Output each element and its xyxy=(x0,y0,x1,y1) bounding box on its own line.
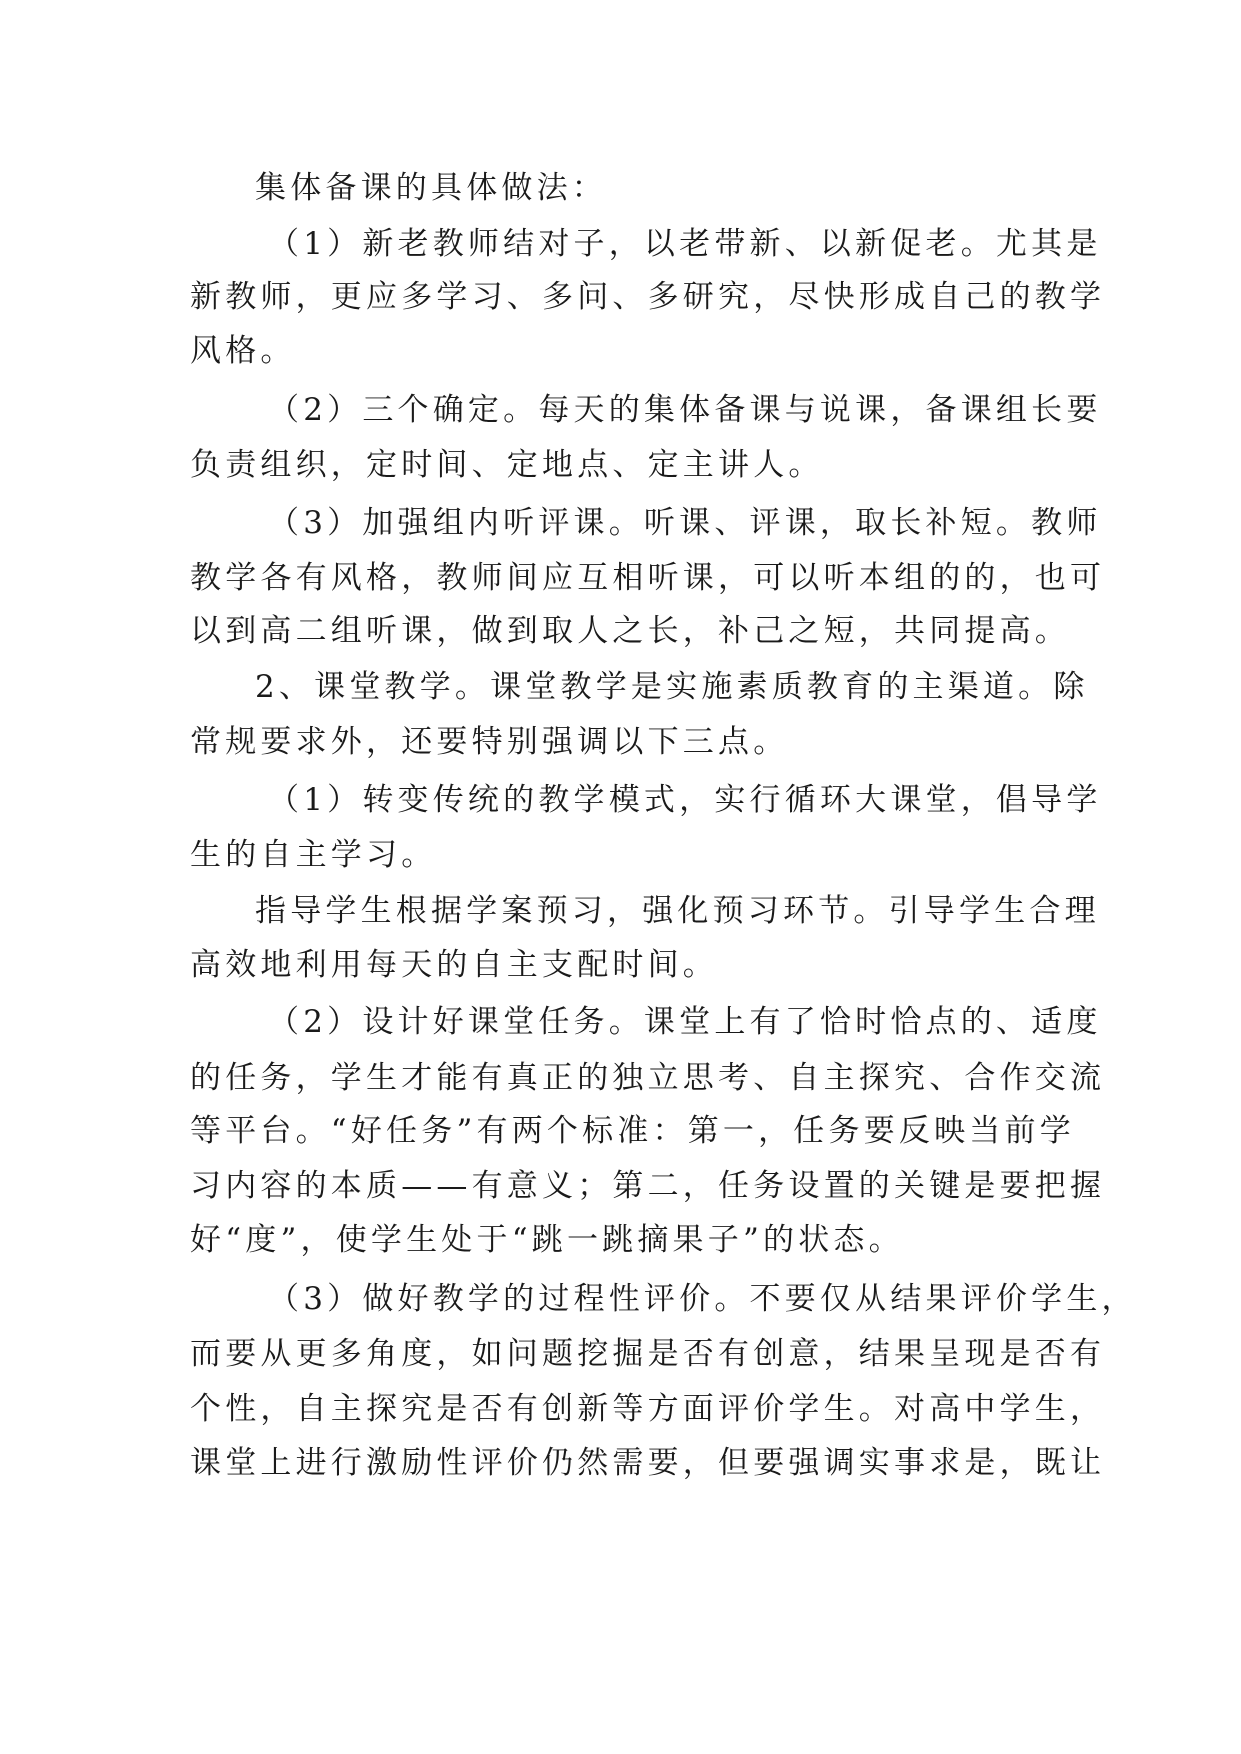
text-line: 2、课堂教学。课堂教学是实施素质教育的主渠道。除 xyxy=(255,669,1089,705)
text-line: 集体备课的具体做法： xyxy=(255,170,607,206)
text-line: 的任务，学生才能有真正的独立思考、自主探究、合作交流 xyxy=(190,1060,1106,1096)
text-line: （1）新老教师结对子，以老带新、以新促老。尤其是 xyxy=(268,226,1102,262)
text-line: 个性，自主探究是否有创新等方面评价学生。对高中学生， xyxy=(190,1391,1106,1427)
text-line: （3）加强组内听评课。听课、评课，取长补短。教师 xyxy=(268,505,1102,541)
text-line: 课堂上进行激励性评价仍然需要，但要强调实事求是，既让 xyxy=(190,1445,1106,1481)
text-line: 等平台。“好任务”有两个标准：第一，任务要反映当前学 xyxy=(190,1113,1075,1149)
text-line: 新教师，更应多学习、多问、多研究，尽快形成自己的教学 xyxy=(190,279,1106,315)
text-line: 指导学生根据学案预习，强化预习环节。引导学生合理 xyxy=(255,893,1100,929)
text-line: 而要从更多角度，如问题挖掘是否有创意，结果呈现是否有 xyxy=(190,1336,1106,1372)
text-line: （3）做好教学的过程性评价。不要仅从结果评价学生， xyxy=(268,1281,1137,1317)
text-line: 习内容的本质——有意义；第二，任务设置的关键是要把握 xyxy=(190,1168,1106,1204)
text-line: 风格。 xyxy=(190,333,296,369)
text-line: （2）三个确定。每天的集体备课与说课，备课组长要 xyxy=(268,392,1102,428)
text-line: 以到高二组听课，做到取人之长，补己之短，共同提高。 xyxy=(190,613,1070,649)
text-line: （2）设计好课堂任务。课堂上有了恰时恰点的、适度 xyxy=(268,1004,1102,1040)
text-line: （1）转变传统的教学模式，实行循环大课堂，倡导学 xyxy=(268,782,1102,818)
text-line: 教学各有风格，教师间应互相听课，可以听本组的的，也可 xyxy=(190,560,1106,596)
text-line: 负责组织，定时间、定地点、定主讲人。 xyxy=(190,447,824,483)
text-line: 好“度”，使学生处于“跳一跳摘果子”的状态。 xyxy=(190,1222,904,1258)
text-line: 生的自主学习。 xyxy=(190,837,437,873)
text-line: 常规要求外，还要特别强调以下三点。 xyxy=(190,724,789,760)
text-line: 高效地利用每天的自主支配时间。 xyxy=(190,947,718,983)
